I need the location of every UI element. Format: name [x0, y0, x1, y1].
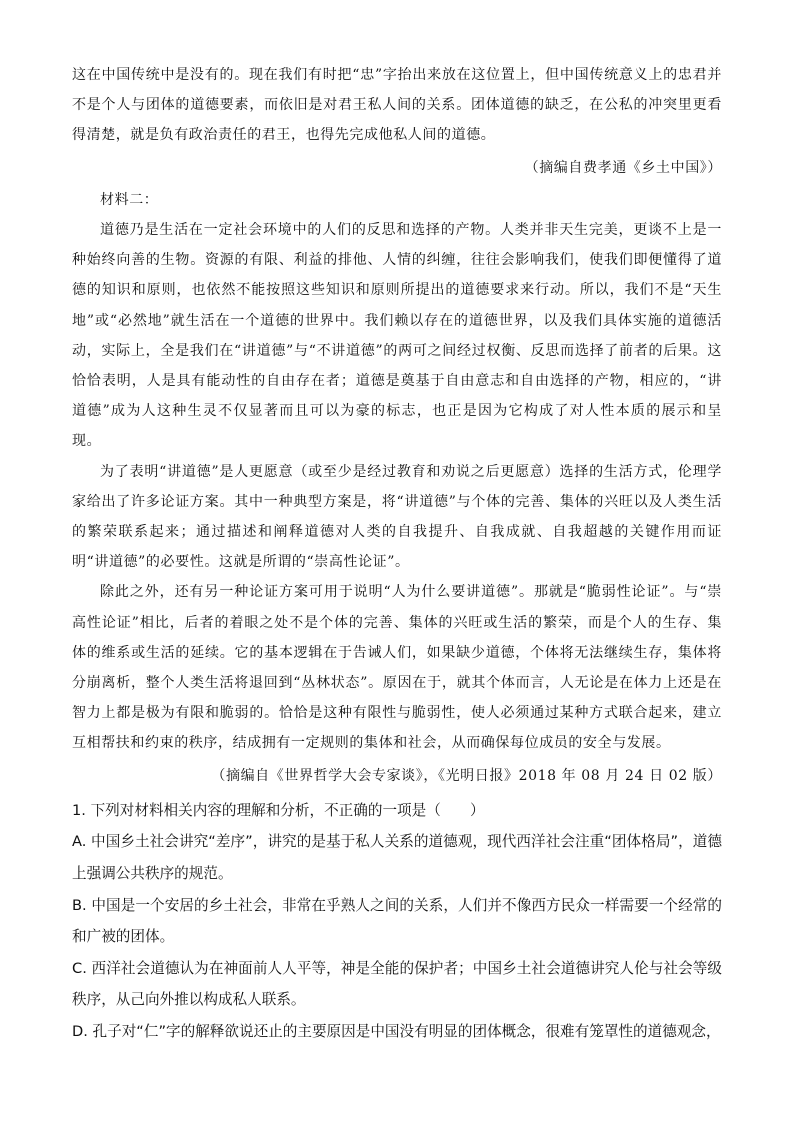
material2-heading: 材料二： [100, 191, 159, 208]
material2-paragraph: 除此之外，还有另一种论证方案可用于说明“人为什么要讲道德”。那就是“脆弱性论证”。与“崇高性论证”相比，后者的着眼之处不是个体的完善、集体的兴旺或生活的繁荣，而是个人的生存、集体的维系或生活的延续。它的基本逻辑在于告诫人们，如果缺少道德，个体将无法继续生存，集体将分崩离析，整个人类生活将退回到“丛林状态”。原因在于，就其个体而言，人无论是在体力上还是在智力上都是极为有限和脆弱的。恰恰是这种有限性与脆弱性，使人必须通过某种方式联合起来，建立互相帮扶和约束的秩序，结成拥有一定规则的集体和社会，从而确保每位成员的安全与发展。 [72, 584, 722, 752]
question-option-b: B. 中国是一个安居的乡土社会，非常在乎熟人之间的关系，人们并不像西方民众一样需要一个经常的和广被的团体。 [72, 896, 722, 946]
question-option-d: D. 孔子对“仁”字的解释欲说还止的主要原因是中国没有明显的团体概念，很难有笼罩性的道德观念， [72, 1023, 721, 1041]
material1-source: （摘编自费孝通《乡土中国》） [524, 159, 722, 176]
question-stem: 1. 下列对材料相关内容的理解和分析，不正确的一项是（ ） [72, 801, 485, 819]
material2-paragraph: 道德乃是生活在一定社会环境中的人们的反思和选择的产物。人类并非天生完美，更谈不上是一种始终向善的生物。资源的有限、利益的排他、人情的纠缠，往往会影响我们，使我们即便懂得了道德的知识和原则，也依然不能按照这些知识和原则所提出的道德要求来行动。所以，我们不是“天生地”或“必然地”就生活在一个道德的世界中。我们赖以存在的道德世界，以及我们具体实施的道德活动，实际上，全是我们在“讲道德”与“不讲道德”的两可之间经过权衡、反思而选择了前者的后果。这恰恰表明，人是具有能动性的自由存在者；道德是奠基于自由意志和自由选择的产物，相应的，“讲道德”成为人这种生灵不仅显著而且可以为豪的标志，也正是因为它构成了对人性本质的展示和呈现。 [72, 222, 722, 450]
material1-tail: 这在中国传统中是没有的。现在我们有时把“忠”字抬出来放在这位置上，但中国传统意义上的忠君并不是个人与团体的道德要素，而依旧是对君王私人间的关系。团体道德的缺乏，在公私的冲突里更看得清楚，就是负有政治责任的君王，也得先完成他私人间的道德。 [72, 67, 722, 144]
question-option-c: C. 西洋社会道德认为在神面前人人平等，神是全能的保护者；中国乡土社会道德讲究人伦与社会等级秩序，从己向外推以构成私人联系。 [72, 959, 722, 1009]
material2-source: （摘编自《世界哲学大会专家谈》，《光明日报》2018 年 08 月 24 日 02 版） [211, 767, 722, 784]
document-page [72, 60, 722, 1048]
question-option-a: A. 中国乡土社会讲究“差序”，讲究的是基于私人关系的道德观，现代西洋社会注重“团体格局”，道德上强调公共秩序的规范。 [72, 833, 722, 883]
material2-paragraph: 为了表明“讲道德”是人更愿意（或至少是经过教育和劝说之后更愿意）选择的生活方式，伦理学家给出了许多论证方案。其中一种典型方案是，将“讲道德”与个体的完善、集体的兴旺以及人类生活的繁荣联系起来；通过描述和阐释道德对人类的自我提升、自我成就、自我超越的关键作用而证明“讲道德”的必要性。这就是所谓的“崇高性论证”。 [72, 463, 722, 571]
